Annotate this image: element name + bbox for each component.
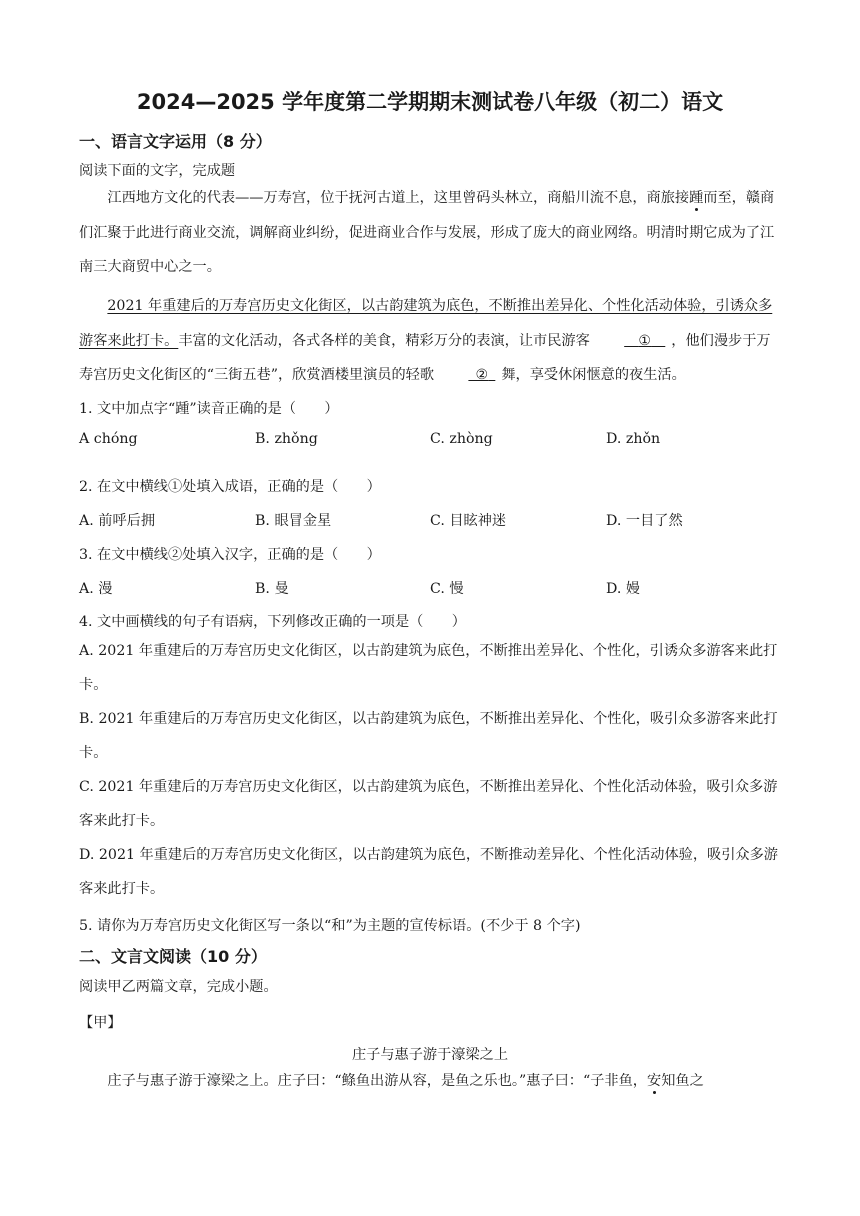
underlined-sentence: 2021 年重建后的万寿宫历史文化街区，以古韵建筑为底色，不断推出差异化、个性化活动体验，引诱众多游客来此打卡。 <box>79 298 773 349</box>
question-1-stem: 1. 文中加点字“踵”读音正确的是（ ） <box>79 401 339 417</box>
emphasis-dot-char: 安 <box>647 1073 662 1089</box>
question-1-option-b[interactable]: B. zhǒng <box>255 431 318 447</box>
question-5-stem: 5. 请你为万寿宫历史文化街区写一条以“和”为主题的宣传标语。(不少于 8 个字) <box>79 918 581 934</box>
passage-text: 舞，享受休闲惬意的夜生活。 <box>501 367 686 383</box>
question-4-option-d[interactable]: D. 2021 年重建后的万寿宫历史文化街区，以古韵建筑为底色，不断推动差异化、个性化活动体验，吸引众多游客来此打卡。 <box>79 847 778 897</box>
passage-paragraph-1 <box>79 181 783 285</box>
question-4-option-c[interactable]: C. 2021 年重建后的万寿宫历史文化街区，以古韵建筑为底色，不断推出差异化、个性化活动体验，吸引众多游客来此打卡。 <box>79 779 778 829</box>
passage-label-jia: 【甲】 <box>79 1015 122 1031</box>
question-4-option-a[interactable]: A. 2021 年重建后的万寿宫历史文化街区，以古韵建筑为底色，不断推出差异化、个性化，引诱众多游客来此打卡。 <box>79 643 778 693</box>
question-4-option-b[interactable]: B. 2021 年重建后的万寿宫历史文化街区，以古韵建筑为底色，不断推出差异化、个性化，吸引众多游客来此打卡。 <box>79 711 778 761</box>
passage-text: ，他们漫步于万寿宫历史文化街区的“三街五巷”，欣赏酒楼里演员的轻歌 <box>79 332 771 383</box>
emphasis-dot-char: 踵 <box>689 190 704 206</box>
question-1-option-a[interactable]: A chóng <box>79 431 138 447</box>
section-1-heading: 一、语言文字运用（8 分） <box>79 132 272 151</box>
question-2-stem: 2. 在文中横线①处填入成语，正确的是（ ） <box>79 479 381 495</box>
passage-title: 庄子与惠子游于濠梁之上 <box>351 1047 509 1063</box>
passage-text: 而至，赣商们汇聚于此进行商业交流，调解商业纠纷，促进商业合作与发展，形成了庞大的商业网络。明清时期它成为了江南三大商贸中心之一。 <box>79 190 775 275</box>
question-1-option-c[interactable]: C. zhòng <box>430 431 493 447</box>
passage-paragraph-2 <box>79 289 783 393</box>
question-3-option-b[interactable]: B. 曼 <box>255 581 289 597</box>
question-3-stem: 3. 在文中横线②处填入汉字，正确的是（ ） <box>79 547 381 563</box>
question-3-option-d[interactable]: D. 嫚 <box>606 581 641 597</box>
passage-text: 庄子与惠子游于濠梁之上。庄子曰：“鲦鱼出游从容，是鱼之乐也。”惠子曰：“子非鱼， <box>107 1073 647 1089</box>
passage-text: 丰富的文化活动，各式各样的美食，精彩万分的表演，让市民游客 <box>178 332 590 349</box>
question-3-option-a[interactable]: A. 漫 <box>79 581 113 597</box>
question-3-option-c[interactable]: C. 慢 <box>430 581 464 597</box>
section-1-intro: 阅读下面的文字，完成题 <box>79 163 236 179</box>
question-2-option-a[interactable]: A. 前呼后拥 <box>79 513 156 529</box>
classical-passage <box>79 1064 783 1099</box>
section-2-intro: 阅读甲乙两篇文章，完成小题。 <box>79 979 278 995</box>
question-3-options <box>79 578 783 600</box>
question-4-stem: 4. 文中画横线的句子有语病，下列修改正确的一项是（ ） <box>79 614 466 630</box>
question-1-option-d[interactable]: D. zhǒn <box>606 431 661 447</box>
passage-text: 知鱼之 <box>661 1073 704 1089</box>
question-2-option-b[interactable]: B. 眼冒金星 <box>255 513 332 529</box>
question-2-option-d[interactable]: D. 一目了然 <box>606 513 683 529</box>
section-2-heading: 二、文言文阅读（10 分） <box>79 947 267 966</box>
blank-2: ② <box>475 367 489 383</box>
blank-1: ① <box>638 332 652 349</box>
question-2-options <box>79 510 783 532</box>
exam-title: 2024—2025 学年度第二学期期末测试卷八年级（初二）语文 <box>136 90 724 114</box>
question-2-option-c[interactable]: C. 目眩神迷 <box>430 513 507 529</box>
question-1-options <box>79 431 783 453</box>
passage-text: 江西地方文化的代表——万寿宫，位于抚河古道上，这里曾码头林立，商船川流不息，商旅接 <box>107 190 690 206</box>
